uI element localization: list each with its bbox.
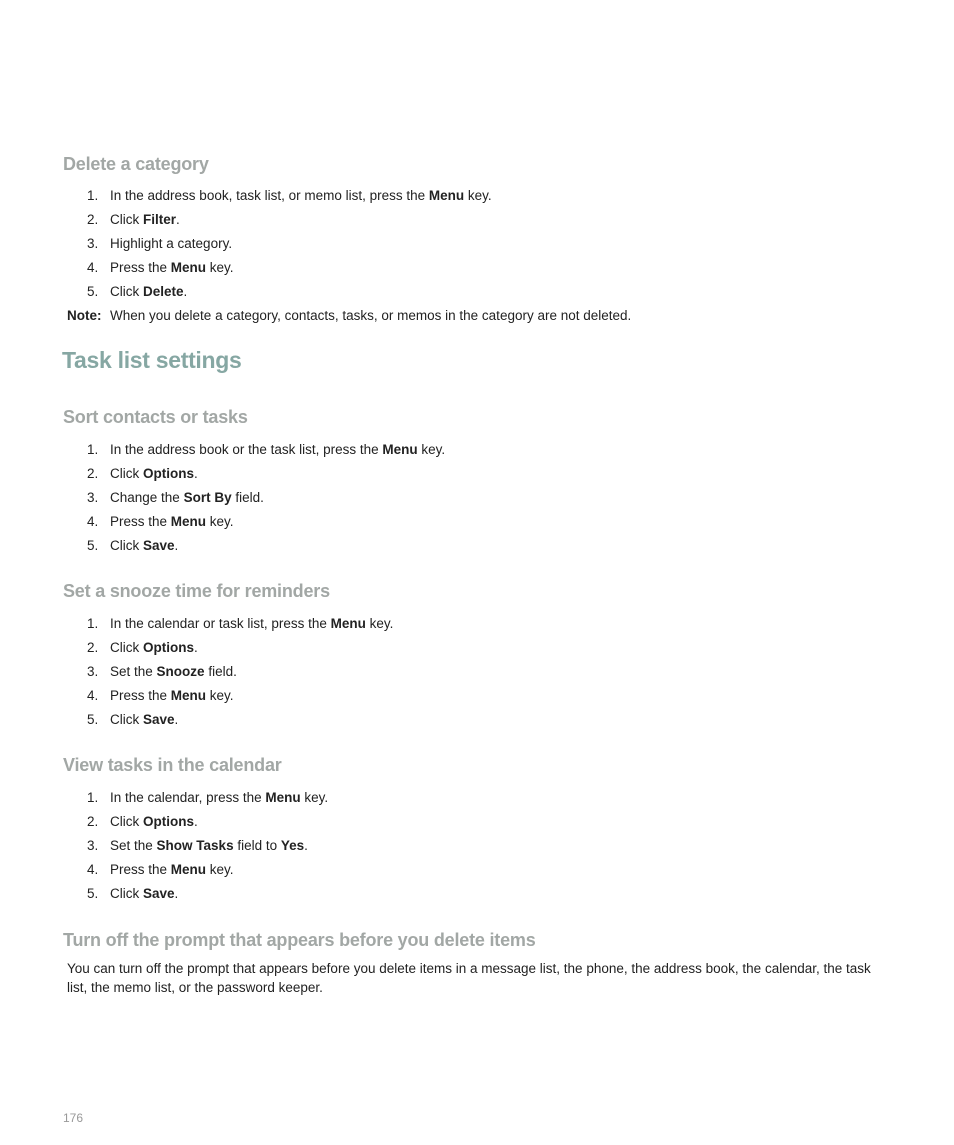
step-keyword: Menu — [265, 790, 301, 805]
step-keyword: Sort By — [183, 490, 232, 505]
step-keyword: Menu — [382, 442, 418, 457]
step-item — [0, 534, 954, 558]
step-text-part: . — [194, 466, 198, 481]
step-text-part: Click — [110, 284, 143, 299]
step-text-part: In the calendar or task list, press the — [110, 616, 331, 631]
step-text-part: key. — [300, 790, 329, 805]
step-number: 5. — [87, 284, 99, 299]
step-keyword: Snooze — [156, 664, 205, 679]
step-number: 5. — [87, 538, 99, 553]
note-label: Note: — [67, 308, 102, 323]
steps-sort-contacts — [0, 438, 954, 558]
step-number: 1. — [87, 188, 99, 203]
step-item — [0, 684, 954, 708]
step-text — [110, 684, 234, 708]
step-keyword: Save — [143, 712, 175, 727]
step-text — [110, 858, 234, 882]
steps-delete-category — [0, 184, 954, 304]
paragraph-turn-off-prompt: You can turn off the prompt that appears before you delete items in a message list, the phone, the address book, the calendar, the task list, the memo list, or the password keeper. — [67, 961, 871, 995]
step-keyword: Options — [143, 814, 194, 829]
step-text-part: key. — [365, 616, 394, 631]
step-keyword: Menu — [170, 260, 207, 275]
step-text-part: key. — [417, 442, 446, 457]
heading-delete-category: Delete a category — [63, 154, 209, 174]
step-item — [0, 810, 954, 834]
step-number: 1. — [87, 616, 99, 631]
step-text-part: Press the — [110, 862, 171, 877]
heading-snooze: Set a snooze time for reminders — [63, 581, 330, 601]
step-text-part: Click — [110, 466, 143, 481]
step-text-part: field to — [233, 838, 281, 853]
step-number: 5. — [87, 712, 99, 727]
step-text — [110, 280, 187, 304]
step-text — [110, 462, 198, 486]
step-item — [0, 256, 954, 280]
step-item — [0, 636, 954, 660]
step-number: 5. — [87, 886, 99, 901]
step-text — [110, 438, 445, 462]
step-text-part: Press the — [110, 260, 171, 275]
step-keyword: Menu — [428, 188, 465, 203]
step-number: 2. — [87, 814, 99, 829]
note-text: When you delete a category, contacts, tasks, or memos in the category are not deleted. — [110, 308, 632, 323]
page-number: 176 — [63, 1111, 84, 1125]
step-text-part: key. — [206, 260, 234, 275]
heading-turn-off-prompt: Turn off the prompt that appears before you delete items — [63, 930, 536, 950]
step-text-part: Change the — [110, 490, 184, 505]
step-text-part: In the calendar, press the — [110, 790, 266, 805]
step-text-part: key. — [206, 862, 234, 877]
step-text-part: . — [176, 212, 180, 227]
step-keyword: Delete — [143, 284, 184, 299]
step-text — [110, 184, 492, 208]
step-text-part: Press the — [110, 688, 171, 703]
step-text-part: . — [304, 838, 308, 853]
step-item — [0, 834, 954, 858]
step-number: 4. — [87, 688, 99, 703]
step-text-part: In the address book or the task list, press the — [110, 442, 383, 457]
step-number: 2. — [87, 466, 99, 481]
step-keyword: Save — [143, 538, 175, 553]
step-item — [0, 708, 954, 732]
step-keyword: Save — [143, 886, 175, 901]
step-keyword: Yes — [280, 838, 305, 853]
step-text-part: Click — [110, 712, 143, 727]
step-number: 4. — [87, 260, 99, 275]
step-text-part: field. — [204, 664, 237, 679]
step-number: 3. — [87, 664, 99, 679]
step-text-part: Highlight a category. — [110, 236, 233, 251]
step-item — [0, 858, 954, 882]
step-item — [0, 208, 954, 232]
step-text — [110, 882, 178, 906]
step-number: 2. — [87, 640, 99, 655]
step-text-part: key. — [464, 188, 492, 203]
step-item — [0, 184, 954, 208]
step-text-part: Set the — [110, 838, 157, 853]
step-number: 3. — [87, 838, 99, 853]
step-number: 1. — [87, 790, 99, 805]
step-item — [0, 612, 954, 636]
step-keyword: Filter — [143, 212, 177, 227]
step-number: 3. — [87, 236, 99, 251]
step-keyword: Options — [143, 640, 194, 655]
step-item — [0, 232, 954, 256]
step-number: 1. — [87, 442, 99, 457]
step-text-part: . — [174, 538, 179, 553]
step-text — [110, 208, 180, 232]
step-item — [0, 786, 954, 810]
step-number: 4. — [87, 514, 99, 529]
step-text-part: In the address book, task list, or memo list, press the — [110, 188, 429, 203]
step-item — [0, 280, 954, 304]
step-text — [110, 834, 308, 858]
step-text-part: Click — [110, 640, 143, 655]
step-keyword: Menu — [170, 514, 207, 529]
steps-snooze — [0, 612, 954, 732]
step-keyword: Options — [143, 466, 194, 481]
step-text — [110, 510, 234, 534]
step-text-part: Click — [110, 886, 143, 901]
step-text — [110, 660, 237, 684]
step-text — [110, 256, 234, 280]
step-keyword: Menu — [330, 616, 366, 631]
heading-view-tasks: View tasks in the calendar — [63, 755, 282, 775]
step-item — [0, 510, 954, 534]
step-number: 2. — [87, 212, 99, 227]
steps-view-tasks — [0, 786, 954, 906]
step-text-part: . — [183, 284, 188, 299]
step-text-part: . — [194, 814, 198, 829]
step-text-part: Press the — [110, 514, 171, 529]
step-text-part: field. — [231, 490, 264, 505]
step-text — [110, 810, 198, 834]
step-text-part: Click — [110, 212, 143, 227]
step-number: 4. — [87, 862, 99, 877]
step-text — [110, 708, 178, 732]
step-item — [0, 882, 954, 906]
step-text-part: . — [174, 712, 179, 727]
step-text-part: . — [194, 640, 198, 655]
step-text-part: key. — [206, 688, 234, 703]
step-item — [0, 438, 954, 462]
step-text — [110, 232, 232, 256]
step-number: 3. — [87, 490, 99, 505]
step-text-part: Set the — [110, 664, 157, 679]
step-keyword: Menu — [170, 862, 207, 877]
step-item — [0, 660, 954, 684]
step-text-part: Click — [110, 538, 143, 553]
step-text — [110, 534, 178, 558]
heading-sort-contacts: Sort contacts or tasks — [63, 407, 248, 427]
step-item — [0, 486, 954, 510]
step-text — [110, 612, 393, 636]
heading-task-list-settings: Task list settings — [62, 347, 242, 373]
step-keyword: Show Tasks — [156, 838, 234, 853]
step-text — [110, 786, 328, 810]
step-text-part: . — [174, 886, 179, 901]
step-text-part: Click — [110, 814, 143, 829]
step-item — [0, 462, 954, 486]
step-text — [110, 636, 198, 660]
step-keyword: Menu — [170, 688, 207, 703]
step-text — [110, 486, 264, 510]
note-delete-category — [0, 304, 954, 328]
step-text-part: key. — [206, 514, 234, 529]
